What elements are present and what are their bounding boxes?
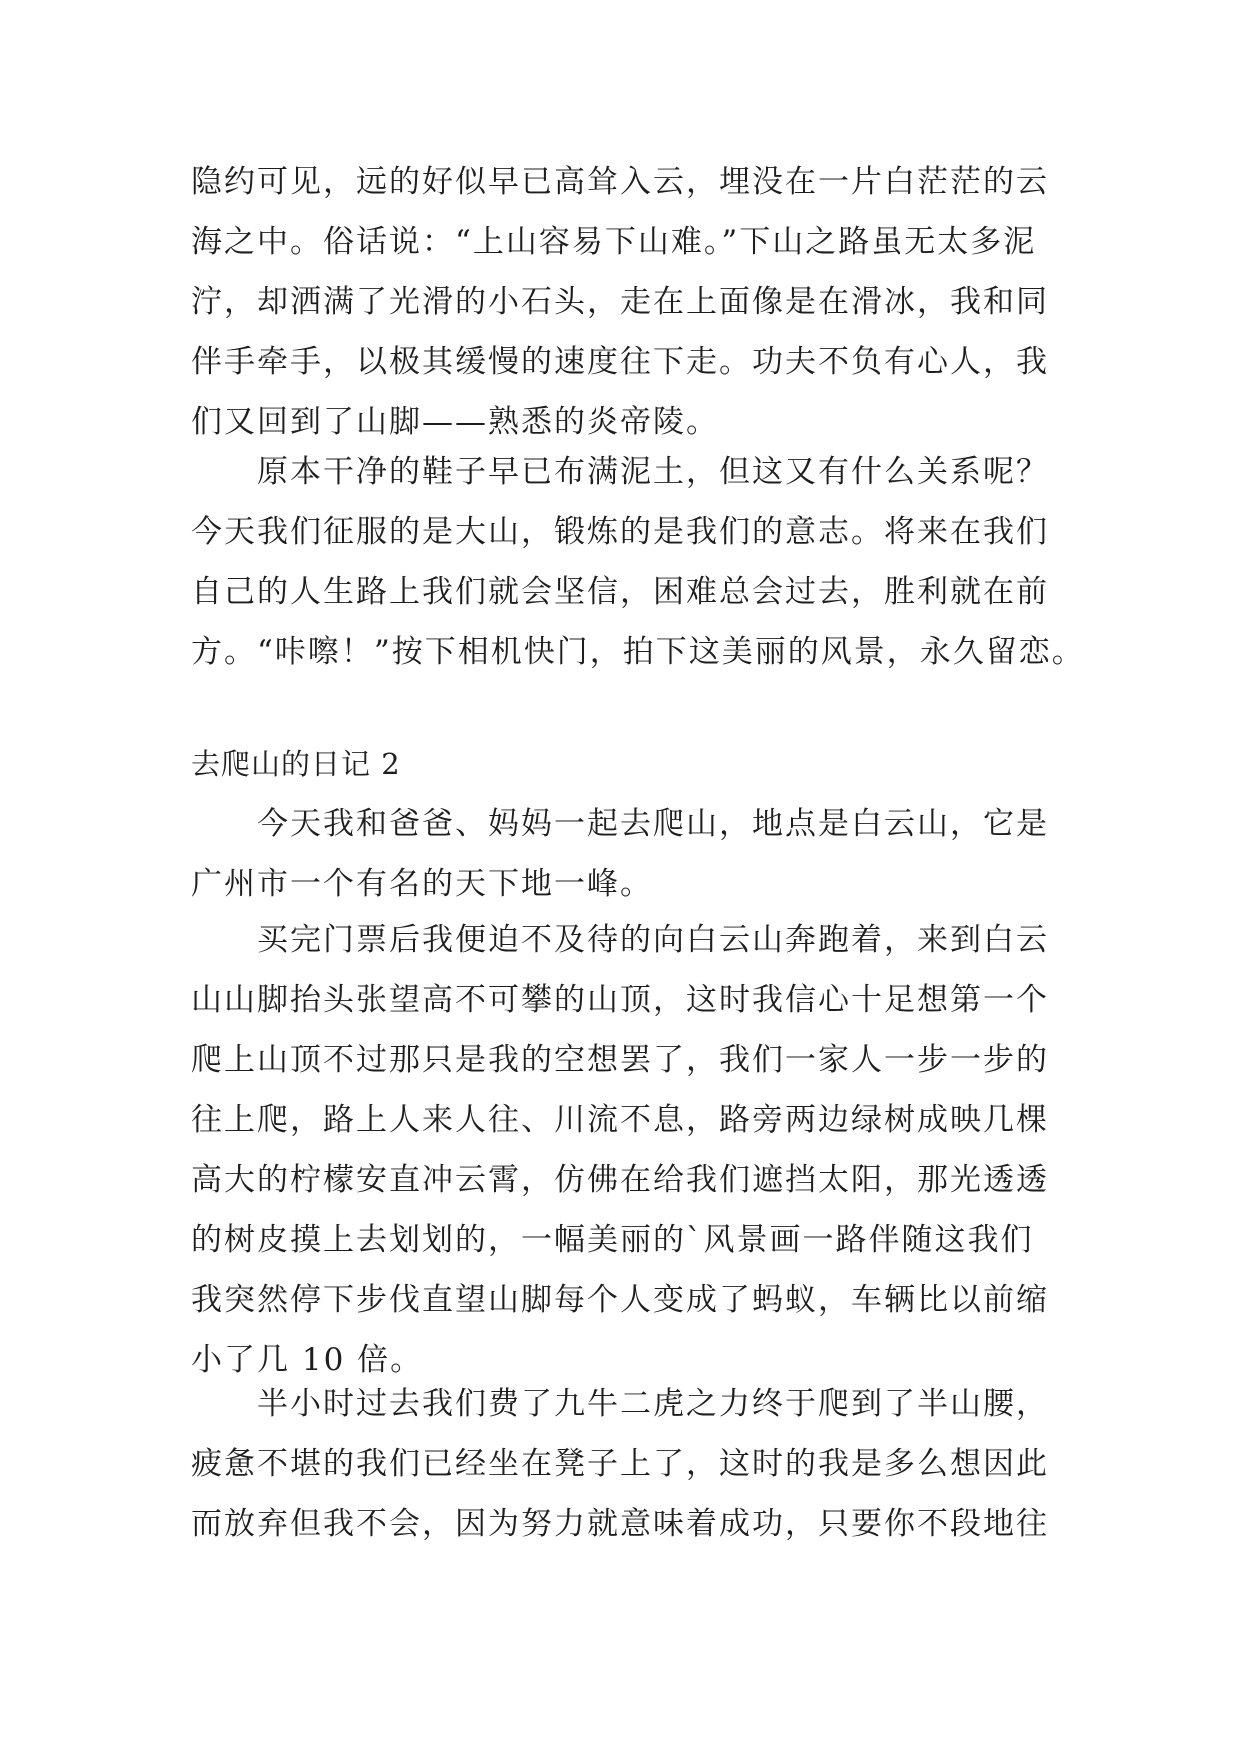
paragraph-line: 自己的人生路上我们就会坚信，困难总会过去，胜利就在前 — [191, 574, 1049, 610]
paragraph-line: 半小时过去我们费了九牛二虎之力终于爬到了半山腰， — [257, 1386, 1049, 1422]
paragraph-1 — [191, 152, 1091, 452]
paragraph-line: 而放弃但我不会，因为努力就意味着成功，只要你不段地往 — [191, 1506, 1049, 1542]
paragraph-line: 泞，却洒满了光滑的小石头，走在上面像是在滑冰，我和同 — [191, 284, 1049, 320]
paragraph-line: 往上爬，路上人来人往、川流不息，路旁两边绿树成映几棵 — [191, 1102, 1049, 1138]
paragraph-line: 广州市一个有名的天下地一峰。 — [191, 866, 653, 902]
paragraph-line: 伴手牵手，以极其缓慢的速度往下走。功夫不负有心人，我 — [191, 344, 1049, 380]
paragraph-line: 今天我和爸爸、妈妈一起去爬山，地点是白云山，它是 — [257, 806, 1049, 842]
paragraph-line: 我突然停下步伐直望山脚每个人变成了蚂蚁，车辆比以前缩 — [191, 1282, 1049, 1318]
diary-title: 去爬山的日记 2 — [191, 747, 401, 781]
paragraph-line: 爬上山顶不过那只是我的空想罢了，我们一家人一步一步的 — [191, 1042, 1049, 1078]
paragraph-line: 海之中。俗话说：“上山容易下山难。”下山之路虽无太多泥 — [191, 224, 1037, 260]
paragraph-line: 方。“咔嚓！”按下相机快门，拍下这美丽的风景，永久留恋。 — [191, 634, 1085, 670]
paragraph-line: 疲惫不堪的我们已经坐在凳子上了，这时的我是多么想因此 — [191, 1446, 1049, 1482]
section-title — [191, 734, 1091, 794]
paragraph-line: 小了几 10 倍。 — [191, 1342, 424, 1378]
paragraph-4 — [191, 910, 1091, 1390]
paragraph-5 — [191, 1374, 1091, 1554]
paragraph-line: 原本干净的鞋子早已布满泥土，但这又有什么关系呢？ — [257, 454, 1049, 490]
paragraph-line: 隐约可见，远的好似早已高耸入云，埋没在一片白茫茫的云 — [191, 164, 1049, 200]
paragraph-2 — [191, 442, 1091, 682]
paragraph-line: 的树皮摸上去划划的，一幅美丽的`风景画一路伴随这我们 — [191, 1222, 1034, 1258]
paragraph-line: 今天我们征服的是大山，锻炼的是我们的意志。将来在我们 — [191, 514, 1049, 550]
paragraph-line: 高大的柠檬安直冲云霄，仿佛在给我们遮挡太阳，那光透透 — [191, 1162, 1049, 1198]
paragraph-line: 山山脚抬头张望高不可攀的山顶，这时我信心十足想第一个 — [191, 982, 1049, 1018]
paragraph-line: 买完门票后我便迫不及待的向白云山奔跑着，来到白云 — [257, 922, 1049, 958]
paragraph-line: 们又回到了山脚——熟悉的炎帝陵。 — [191, 404, 719, 440]
paragraph-3 — [191, 794, 1091, 914]
